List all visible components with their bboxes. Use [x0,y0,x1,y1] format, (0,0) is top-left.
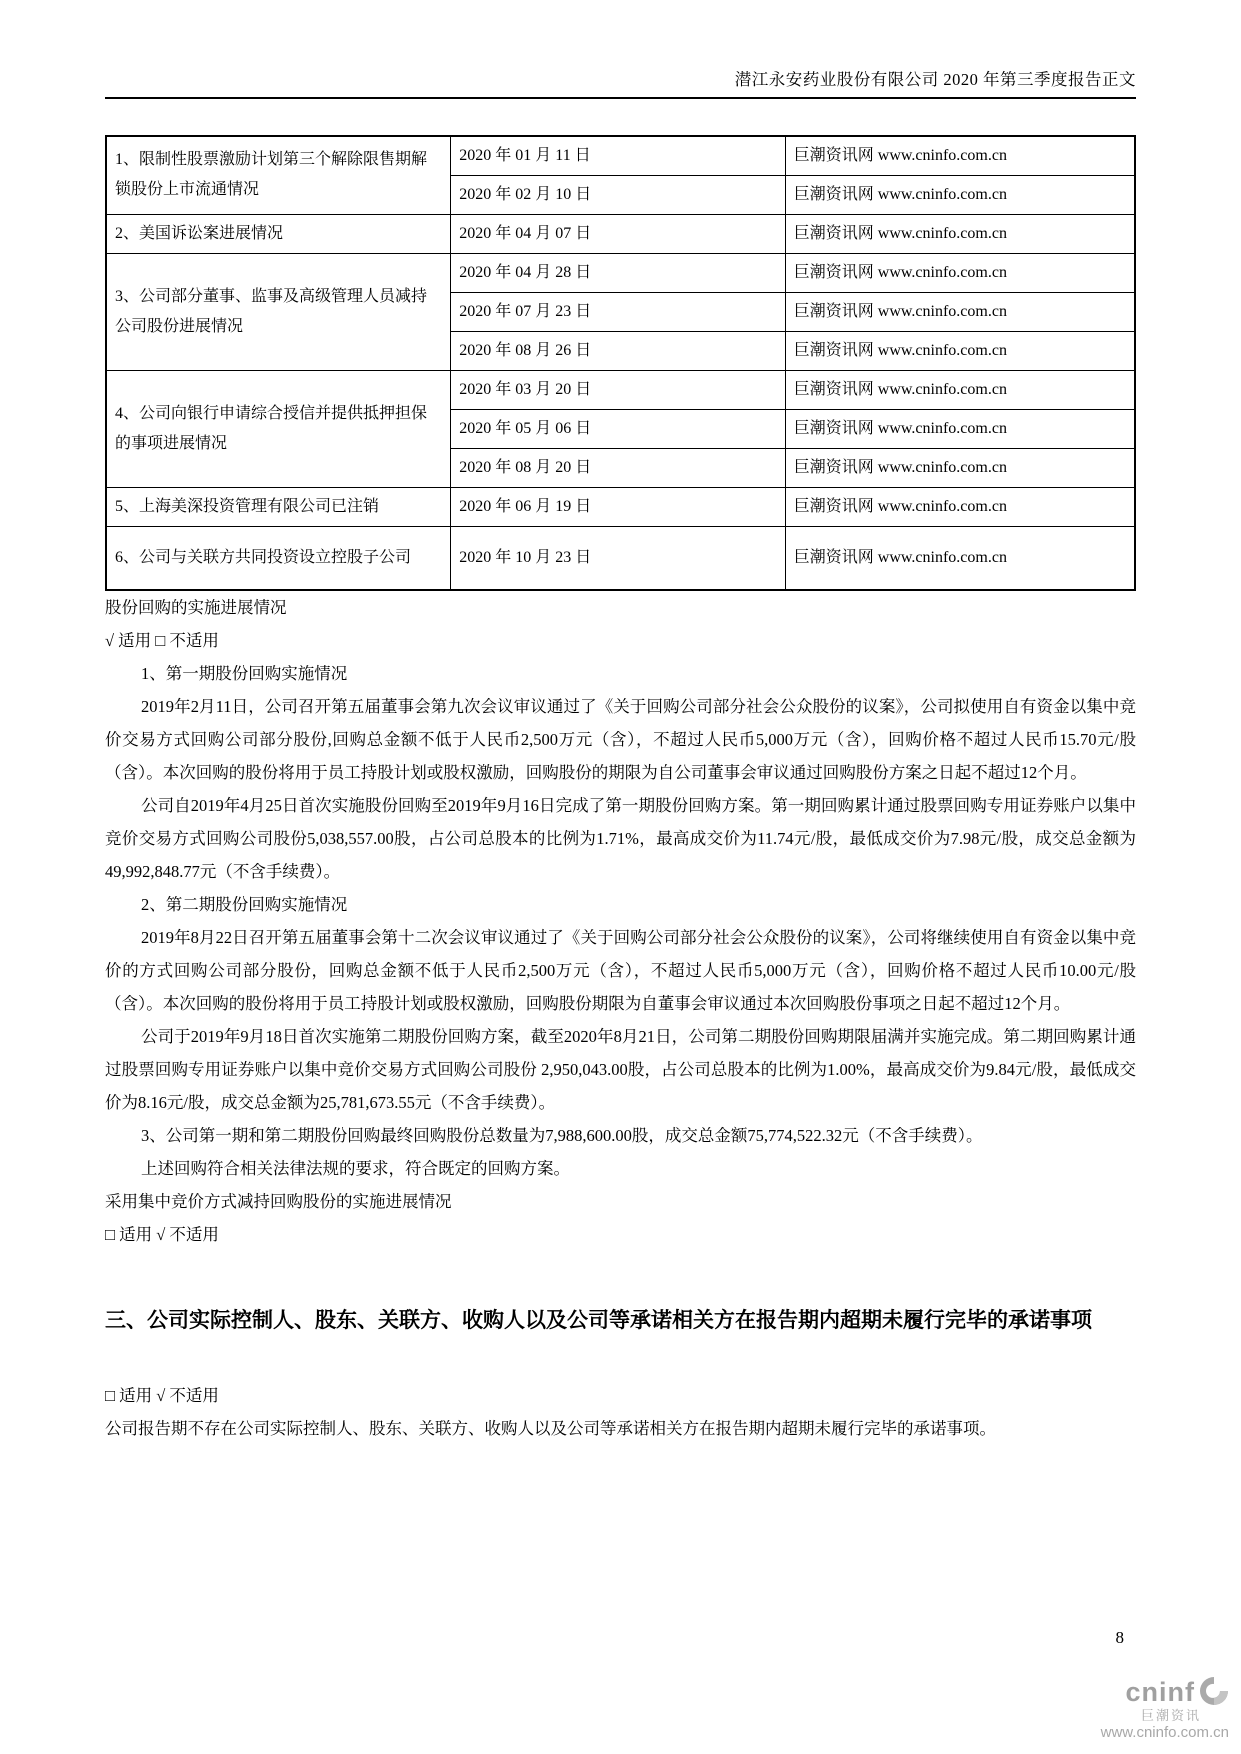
disclosure-site: 巨潮资讯网 www.cninfo.com.cn [785,487,1135,526]
event-date: 2020 年 08 月 20 日 [451,448,786,487]
disclosure-site: 巨潮资讯网 www.cninfo.com.cn [785,253,1135,292]
buyback-applicable-line: √ 适用 □ 不适用 [105,631,219,650]
event-label: 3、公司部分董事、监事及高级管理人员减持公司股份进展情况 [106,253,451,370]
disclosure-site: 巨潮资讯网 www.cninfo.com.cn [785,214,1135,253]
buyback-para4: 公司于2019年9月18日首次实施第二期股份回购方案，截至2020年8月21日，公司第二期股份回购期限届满并实施完成。第二期回购累计通过股票回购专用证券账户以集中竞价交易方式回购公司股份 2,950,043.00股，占公司总股本的比例为1.00%，最高成交价为9.84元/股，最低成交价为8.16元/股，成交总金额为25,781,673.55元（不含手续费）。 [105,1027,1136,1112]
event-label: 1、限制性股票激励计划第三个解除限售期解锁股份上市流通情况 [106,136,451,214]
disclosure-site: 巨潮资讯网 www.cninfo.com.cn [785,331,1135,370]
disclosure-site: 巨潮资讯网 www.cninfo.com.cn [785,292,1135,331]
buyback-item3-line1: 3、公司第一期和第二期股份回购最终回购股份总数量为7,988,600.00股，成交总金额75,774,522.32元（不含手续费）。 [141,1126,983,1145]
event-date: 2020 年 04 月 07 日 [451,214,786,253]
cninfo-logo-chinese: 巨潮资讯 [1140,1707,1201,1723]
table-row [106,214,1135,253]
reduce-title: 采用集中竞价方式减持回购股份的实施进展情况 [105,1192,452,1211]
disclosure-events-table [105,135,1136,591]
buyback-item1-title: 1、第一期股份回购实施情况 [141,664,348,683]
page-number: 8 [1115,1628,1124,1647]
event-label: 5、上海美深投资管理有限公司已注销 [106,487,451,526]
disclosure-site: 巨潮资讯网 www.cninfo.com.cn [785,448,1135,487]
page-content [105,0,1136,1445]
event-date: 2020 年 10 月 23 日 [451,526,786,590]
section3-para: 公司报告期不存在公司实际控制人、股东、关联方、收购人以及公司等承诺相关方在报告期内超期未履行完毕的承诺事项。 [105,1419,996,1438]
header-rule [105,97,1136,99]
event-label: 2、美国诉讼案进展情况 [106,214,451,253]
table-row [106,526,1135,590]
buyback-item2-title: 2、第二期股份回购实施情况 [141,895,348,914]
event-date: 2020 年 01 月 11 日 [451,136,786,175]
section3-body [105,1379,1136,1445]
buyback-title: 股份回购的实施进展情况 [105,598,287,617]
event-date: 2020 年 06 月 19 日 [451,487,786,526]
section3-heading: 三、公司实际控制人、股东、关联方、收购人以及公司等承诺相关方在报告期内超期未履行完毕的承诺事项 [105,1309,1092,1332]
reduce-applicable-line: □ 适用 √ 不适用 [105,1225,219,1244]
event-date: 2020 年 07 月 23 日 [451,292,786,331]
document-header-title: 潜江永安药业股份有限公司 2020 年第三季度报告正文 [734,70,1136,89]
event-date: 2020 年 04 月 28 日 [451,253,786,292]
disclosure-site: 巨潮资讯网 www.cninfo.com.cn [785,370,1135,409]
disclosure-site: 巨潮资讯网 www.cninfo.com.cn [785,526,1135,590]
table-row [106,253,1135,292]
table-row [106,136,1135,175]
event-date: 2020 年 05 月 06 日 [451,409,786,448]
buyback-para1: 2019年2月11日，公司召开第五届董事会第九次会议审议通过了《关于回购公司部分社会公众股份的议案》，公司拟使用自有资金以集中竞价交易方式回购公司部分股份,回购总金额不低于人民币2,500万元（含），不超过人民币5,000万元（含），回购价格不超过人民币15.70元/股（含）。本次回购的股份将用于员工持股计划或股权激励，回购股份的期限为自公司董事会审议通过回购股份方案之日起不超过12个月。 [105,697,1136,782]
event-label: 6、公司与关联方共同投资设立控股子公司 [106,526,451,590]
event-date: 2020 年 08 月 26 日 [451,331,786,370]
cninfo-logo-top [1009,1676,1229,1711]
table-row [106,370,1135,409]
buyback-item3-line2: 上述回购符合相关法律法规的要求，符合既定的回购方案。 [141,1159,570,1178]
buyback-para3: 2019年8月22日召开第五届董事会第十二次会议审议通过了《关于回购公司部分社会公众股份的议案》，公司将继续使用自有资金以集中竞价的方式回购公司部分股份，回购总金额不低于人民币2,500万元（含），不超过人民币5,000万元（含），回购价格不超过人民币10.00元/股（含）。本次回购的股份将用于员工持股计划或股权激励，回购股份期限为自董事会审议通过本次回购股份事项之日起不超过12个月。 [105,928,1136,1013]
event-label: 4、公司向银行申请综合授信并提供抵押担保的事项进展情况 [106,370,451,487]
buyback-section [105,591,1136,1251]
event-date: 2020 年 03 月 20 日 [451,370,786,409]
disclosure-site: 巨潮资讯网 www.cninfo.com.cn [785,175,1135,214]
cninfo-logo-word: cninf [1125,1677,1195,1708]
section3-applicable-line: □ 适用 √ 不适用 [105,1386,219,1405]
table-row [106,487,1135,526]
event-date: 2020 年 02 月 10 日 [451,175,786,214]
cninfo-swirl-icon [1199,1676,1229,1711]
disclosure-site: 巨潮资讯网 www.cninfo.com.cn [785,136,1135,175]
cninfo-logo-url: www.cninfo.com.cn [1100,1723,1229,1741]
disclosure-site: 巨潮资讯网 www.cninfo.com.cn [785,409,1135,448]
cninfo-logo [1009,1676,1229,1741]
buyback-para2: 公司自2019年4月25日首次实施股份回购至2019年9月16日完成了第一期股份回购方案。第一期回购累计通过股票回购专用证券账户以集中竞价交易方式回购公司股份5,038,557.00股，占公司总股本的比例为1.71%，最高成交价为11.74元/股，最低成交价为7.98元/股，成交总金额为49,992,848.77元（不含手续费）。 [105,796,1136,881]
